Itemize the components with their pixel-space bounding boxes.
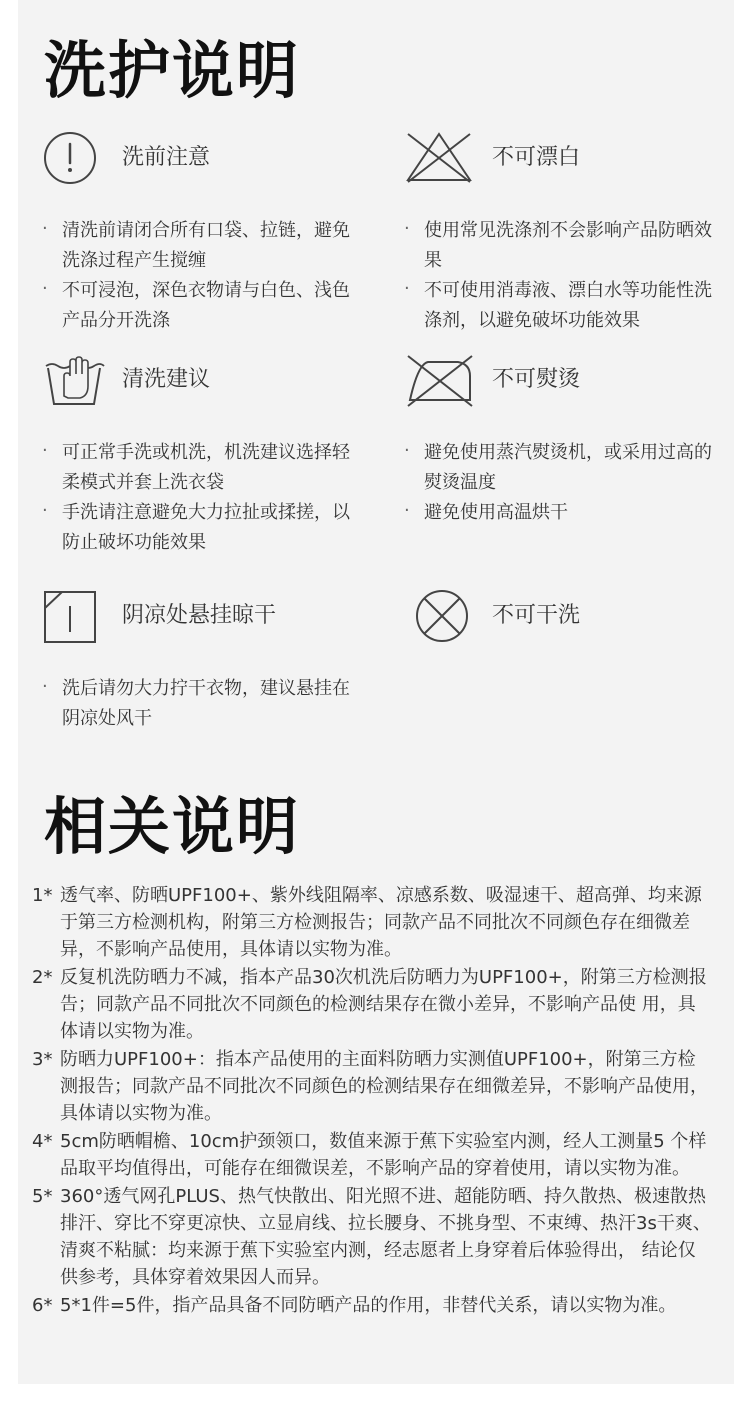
no-dry-clean-icon [414, 588, 470, 644]
note-text: 透气率、防晒UPF100+、紫外线阻隔率、凉感系数、吸湿速干、超高弹、均来源于第三方检测机构，附第三方检测报告；同款产品不同批次不同颜色存在细微差异，不影响产品使用，具体请以实物为准。 [60, 885, 702, 960]
care-item-title: 阴凉处悬挂晾干 [122, 603, 277, 628]
care-item-title: 洗前注意 [122, 145, 211, 170]
note-number: 6* [32, 1295, 53, 1316]
note-item [32, 1128, 712, 1182]
bullet-item: · 洗后请勿大力拧干衣物，建议悬挂在阴凉处风干 [42, 674, 352, 734]
related-section-title: 相关说明 [44, 790, 301, 863]
bullet-item: · 不可浸泡，深色衣物请与白色、浅色产品分开洗涤 [42, 276, 352, 336]
note-text: 反复机洗防晒力不减，指本产品30次机洗后防晒力为UPF100+，附第三方检测报告；同款产品不同批次不同颜色的检测结果存在微小差异，不影响产品使 用，具体请以实物为准。 [60, 967, 707, 1042]
care-item-bullets [42, 674, 352, 734]
care-item-no-dry-clean [414, 588, 724, 652]
note-item [32, 1046, 712, 1127]
warning-circle-icon [42, 130, 98, 186]
note-item [32, 882, 712, 963]
bullet-item: · 清洗前请闭合所有口袋、拉链，避免洗涤过程产生搅缠 [42, 216, 352, 276]
care-item-no-iron [404, 352, 714, 528]
note-item [32, 1183, 712, 1291]
care-section-title: 洗护说明 [44, 34, 301, 107]
note-text: 5cm防晒帽檐、10cm护颈领口，数值来源于蕉下实验室内测，经人工测量5 个样品取平均值得出，可能存在细微误差，不影响产品的穿着使用，请以实物为准。 [60, 1131, 707, 1179]
note-number: 1* [32, 885, 53, 906]
bullet-item: · 使用常见洗涤剂不会影响产品防晒效果 [404, 216, 714, 276]
note-item [32, 964, 712, 1045]
care-item-bullets [42, 438, 352, 558]
no-iron-icon [404, 352, 476, 408]
bullet-item: · 避免使用蒸汽熨烫机，或采用过高的熨烫温度 [404, 438, 714, 498]
note-number: 2* [32, 967, 53, 988]
note-number: 4* [32, 1131, 53, 1152]
note-item [32, 1292, 712, 1319]
care-item-title: 不可熨烫 [492, 367, 581, 392]
note-text: 防晒力UPF100+：指本产品使用的主面料防晒力实测值UPF100+，附第三方检测报告；同款产品不同批次不同颜色的检测结果存在细微差异，不影响产品使用，具体请以实物为准。 [60, 1049, 708, 1124]
hand-wash-icon [42, 352, 106, 408]
care-item-prewash [42, 130, 352, 336]
bullet-item: · 手洗请注意避免大力拉扯或揉搓，以防止破坏功能效果 [42, 498, 352, 558]
bullet-item: · 避免使用高温烘干 [404, 498, 714, 528]
note-text: 5*1件=5件，指产品具备不同防晒产品的作用，非替代关系，请以实物为准。 [60, 1295, 677, 1316]
no-bleach-icon [404, 130, 474, 186]
care-item-title: 清洗建议 [122, 367, 211, 392]
care-item-bullets [404, 438, 714, 528]
shade-dry-icon [42, 588, 98, 644]
care-item-bullets [404, 216, 714, 336]
care-item-title: 不可漂白 [492, 145, 581, 170]
note-number: 5* [32, 1186, 53, 1207]
bullet-item: · 不可使用消毒液、漂白水等功能性洗涤剂，以避免破坏功能效果 [404, 276, 714, 336]
care-item-shade-dry [42, 588, 352, 734]
care-item-bullets [42, 216, 352, 336]
related-notes [32, 882, 712, 1320]
note-text: 360°透气网孔PLUS、热气快散出、阳光照不进、超能防晒、持久散热、极速散热排汗、穿比不穿更凉快、立显肩线、拉长腰身、不挑身型、不束缚、热汗3s干爽、清爽不粘腻：均来源于蕉下实验室内测，经志愿者上身穿着后体验得出， 结论仅供参考，具体穿着效果因人而异。 [60, 1186, 711, 1288]
note-number: 3* [32, 1049, 53, 1070]
care-item-no-bleach [404, 130, 714, 336]
care-item-wash-advice [42, 352, 352, 558]
care-item-title: 不可干洗 [492, 603, 581, 628]
bullet-item: · 可正常手洗或机洗，机洗建议选择轻柔模式并套上洗衣袋 [42, 438, 352, 498]
